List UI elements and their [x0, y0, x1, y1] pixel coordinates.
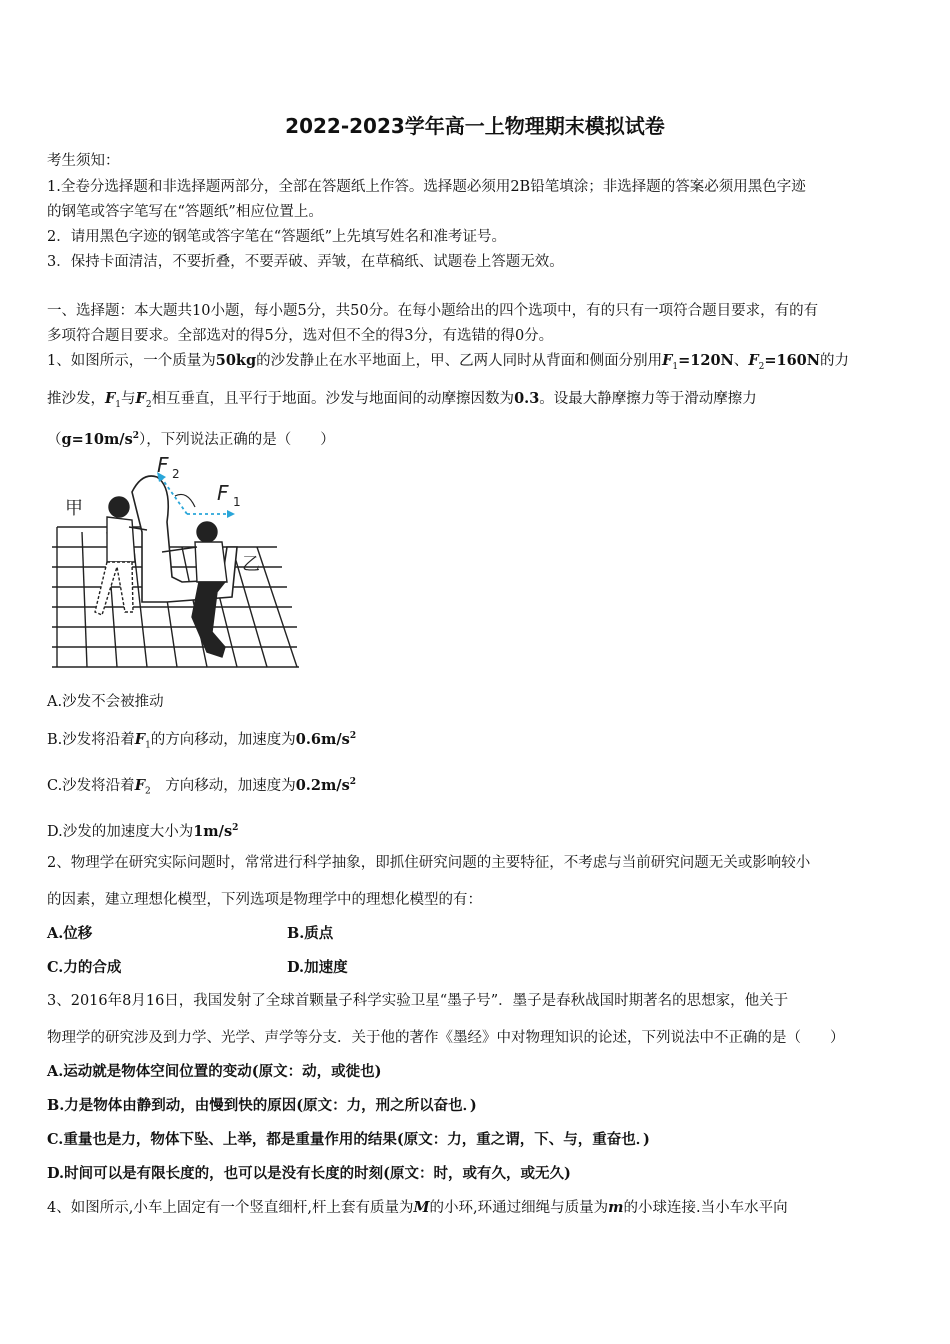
- svg-text:F: F: [217, 481, 229, 505]
- q2-option-b: B.质点: [287, 925, 334, 942]
- svg-text:甲: 甲: [65, 498, 83, 519]
- q1-line-1: 1、如图所示，一个质量为50kg的沙发静止在水平地面上，甲、乙两人同时从背面和侧面分别用$F_1=120N$、$F_2=160N$的力: [47, 352, 850, 372]
- svg-text:F: F: [157, 453, 169, 477]
- q3-option-c: C.重量也是力，物体下坠、上举，都是重量作用的结果(原文：力，重之谓，下、与，重奋也．): [47, 1131, 650, 1148]
- notice-item-3: 3．保持卡面清洁，不要折叠，不要弄破、弄皱，在草稿纸、试题卷上答题无效。: [47, 254, 564, 270]
- q3-option-b: B.力是物体由静到动，由慢到快的原因(原文：力，刑之所以奋也．): [47, 1097, 477, 1114]
- section-intro-line-1: 一、选择题：本大题共10小题，每小题5分，共50分。在每小题给出的四个选项中，有的只有一项符合题目要求，有的有: [47, 303, 819, 319]
- svg-text:乙: 乙: [242, 554, 260, 575]
- q2-options-row-1: [47, 924, 907, 944]
- q2-option-d: D.加速度: [287, 959, 348, 976]
- page-title: 2022-2023学年高一上物理期末模拟试卷: [285, 114, 665, 138]
- q3-option-d: D.时间可以是有限长度的，也可以是没有长度的时刻(原文：时，或有久，或无久): [47, 1165, 571, 1182]
- svg-text:1: 1: [233, 495, 241, 509]
- q2-option-c: C.力的合成: [47, 959, 122, 976]
- q3-line-2: 物理学的研究涉及到力学、光学、声学等分支．关于他的著作《墨经》中对物理知识的论述，下列说法中不正确的是（ ）: [47, 1030, 845, 1046]
- q1-option-c: C.沙发将沿着$F_2$ 方向移动，加速度为$0.2m/s^2$: [47, 776, 357, 797]
- q1-figure-sofa: [47, 452, 302, 672]
- q1-option-d: D.沙发的加速度大小为$1m/s^2$: [47, 822, 239, 840]
- q2-line-2: 的因素，建立理想化模型，下列选项是物理学中的理想化模型的有：: [47, 892, 482, 908]
- q1-line-2: 推沙发，$F_1$与$F_2$相互垂直，且平行于地面。沙发与地面间的动摩擦因数为0.3。设最大静摩擦力等于滑动摩擦力: [47, 390, 757, 410]
- q2-option-a: A.位移: [47, 925, 93, 942]
- notice-item-1-cont: 的钢笔或答字笔写在“答题纸”相应位置上。: [47, 204, 323, 220]
- svg-text:2: 2: [172, 467, 180, 481]
- q4-line-1: 4、如图所示,小车上固定有一个竖直细杆,杆上套有质量为M的小环,环通过细绳与质量为m的小球连接.当小车水平向: [47, 1199, 788, 1216]
- q1-option-a: A.沙发不会被推动: [47, 694, 164, 710]
- notice-item-2: 2．请用黑色字迹的钢笔或答字笔在“答题纸”上先填写姓名和准考证号。: [47, 229, 507, 245]
- q2-line-1: 2、物理学在研究实际问题时，常常进行科学抽象，即抓住研究问题的主要特征，不考虑与当前研究问题无关或影响较小: [47, 855, 811, 871]
- q3-option-a: A.运动就是物体空间位置的变动(原文：动，或徙也): [47, 1063, 382, 1080]
- notice-heading: 考生须知：: [47, 153, 120, 169]
- notice-item-1: 1.全卷分选择题和非选择题两部分，全部在答题纸上作答。选择题必须用2B铅笔填涂；非选择题的答案必须用黑色字迹: [47, 179, 806, 195]
- q1-line-3: $(g=10m/s^2)$，下列说法正确的是（ ）: [47, 430, 335, 448]
- section-intro-line-2: 多项符合题目要求。全部选对的得5分，选对但不全的得3分，有选错的得0分。: [47, 328, 554, 344]
- q2-options-row-2: [47, 958, 907, 978]
- q3-line-1: 3、2016年8月16日，我国发射了全球首颗量子科学实验卫星“墨子号”．墨子是春秋战国时期著名的思想家，他关于: [47, 993, 789, 1009]
- q1-option-b: B.沙发将沿着$F_1$的方向移动，加速度为$0.6m/s^2$: [47, 730, 357, 751]
